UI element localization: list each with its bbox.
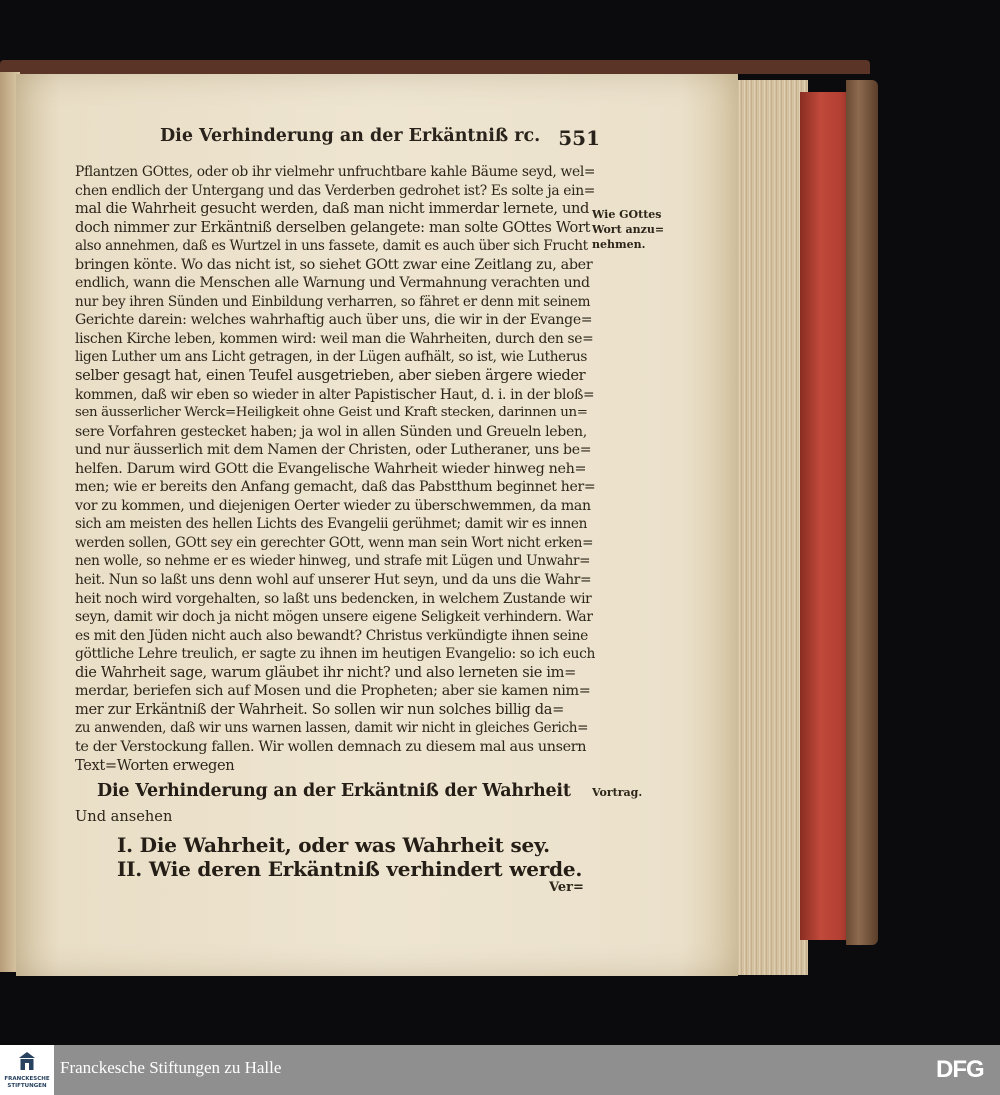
text-line: und nur äusserlich mit dem Namen der Christen, oder Lutheraner, uns be=	[75, 442, 592, 459]
book-cover-top	[0, 60, 870, 74]
text-line: die Wahrheit sage, warum gläubet ihr nicht? und also lerneten sie im=	[75, 663, 576, 681]
margin-note-line: Wort anzu=	[592, 223, 665, 236]
page-number: 551	[558, 126, 600, 150]
text-line: sich am meisten des hellen Lichts des Evangelii gerühmet; damit wir es innen	[75, 516, 588, 533]
section-title: Die Verhinderung an der Erkäntniß der Wahrheit	[97, 781, 571, 801]
text-line: sere Vorfahren gestecket haben; ja wol in allen Sünden und Greueln leben,	[75, 423, 587, 440]
text-line: seyn, damit wir doch ja nicht mögen unsere eigene Seligkeit verhindern. War	[75, 609, 593, 626]
text-line: kommen, daß wir eben so wieder in alter Papistischer Haut, d. i. in der bloß=	[75, 386, 595, 403]
text-line: te der Verstockung fallen. Wir wollen demnach zu diesem mal aus unsern	[75, 738, 587, 755]
body-text	[75, 163, 595, 775]
text-line: also annehmen, daß es Wurtzel in uns fassete, damit es auch über sich Frucht	[75, 238, 588, 255]
text-line: lischen Kirche leben, kommen wird: weil man die Wahrheiten, durch den se=	[75, 330, 594, 347]
margin-note-line: Wie GOttes	[592, 208, 662, 221]
franckesche-logo	[0, 1045, 54, 1095]
text-line: Text=Worten erwegen	[75, 756, 235, 774]
text-line: helfen. Darum wird GOtt die Evangelische Wahrheit wieder hinweg neh=	[75, 460, 587, 477]
text-line: sen äusserlicher Werck=Heiligkeit ohne Geist und Kraft stecken, darinnen un=	[75, 405, 588, 421]
text-line: göttliche Lehre treulich, er sagte zu ihnen im heutigen Evangelio: so ich euch	[75, 646, 596, 663]
text-line: ligen Luther um ans Licht getragen, in der Lügen aufhält, so ist, wie Lutherus	[75, 349, 588, 366]
running-header	[160, 126, 600, 154]
logo-text-line: FRANCKESCHE	[4, 1076, 50, 1082]
margin-note-vortrag: Vortrag.	[592, 786, 643, 799]
text-line: heit. Nun so laßt uns denn wohl auf unserer Hut seyn, und da uns die Wahr=	[75, 572, 592, 589]
dfg-logo[interactable]: DFG	[936, 1056, 984, 1083]
text-line: selber gesagt hat, einen Teufel ausgetrieben, aber sieben ärgere wieder	[75, 367, 586, 385]
text-line: Gerichte darein: welches wahrhaftig auch über uns, die wir in der Evange=	[75, 312, 593, 329]
text-line: heit noch wird vorgehalten, so laßt uns bedencken, in welchem Zustande wir	[75, 590, 592, 607]
text-line: merdar, beriefen sich auf Mosen und die Propheten; aber sie kamen nim=	[75, 683, 591, 700]
text-line: nen wolle, so nehme er es wieder hinweg, und strafe mit Lügen und Unwahr=	[75, 553, 591, 570]
text-line: nur bey ihren Sünden und Einbildung verharren, so fähret er denn mit seinem	[75, 293, 591, 310]
point-one: I. Die Wahrheit, oder was Wahrheit sey.	[117, 833, 550, 857]
text-line: werden sollen, GOtt sey ein gerechter GOtt, wenn man sein Wort nicht erken=	[75, 534, 594, 551]
building-icon	[19, 1052, 35, 1072]
text-line: Pflantzen GOttes, oder ob ihr vielmehr unfruchtbare kahle Bäume seyd, wel=	[75, 164, 596, 180]
logo-text-line: STIFTUNGEN	[7, 1082, 47, 1089]
margin-note-line: nehmen.	[592, 238, 646, 251]
footer-bar	[0, 1045, 1000, 1095]
text-line: bringen könte. Wo das nicht ist, so siehet GOtt zwar eine Zeitlang zu, aber	[75, 256, 593, 273]
und-ansehen: Und ansehen	[75, 808, 173, 825]
catchword: Ver=	[549, 880, 584, 895]
logo-text	[2, 1076, 52, 1089]
institution-link[interactable]: Franckesche Stiftungen zu Halle	[60, 1058, 282, 1077]
margin-note-word	[592, 207, 664, 252]
point-two: II. Wie deren Erkäntniß verhindert werde.	[117, 857, 583, 881]
back-cover	[846, 80, 878, 945]
text-line: doch nimmer zur Erkäntniß derselben gelangete: man solte GOttes Wort	[75, 218, 591, 236]
text-line: mer zur Erkäntniß der Wahrheit. So sollen wir nun solches billig da=	[75, 700, 564, 718]
text-line: chen endlich der Untergang und das Verderben gedrohet ist? Es solte ja ein=	[75, 182, 596, 199]
running-header-title: Die Verhinderung an der Erkäntniß rc.	[160, 126, 541, 146]
text-line: zu anwenden, daß wir uns warnen lassen, damit wir nicht in gleiches Gerich=	[75, 720, 589, 737]
text-line: vor zu kommen, und diejenigen Oerter wieder zu überschwemmen, da man	[75, 497, 591, 514]
page-edges	[728, 80, 808, 975]
text-line: endlich, wann die Menschen alle Warnung und Vermahnung verachten und	[75, 275, 590, 292]
text-line: es mit den Jüden nicht auch also bewandt? Christus verkündigte ihnen seine	[75, 627, 588, 644]
text-line: men; wie er bereits den Anfang gemacht, daß das Pabstthum beginnet her=	[75, 479, 596, 496]
text-line: mal die Wahrheit gesucht werden, daß man nicht immerdar lernete, und	[75, 200, 590, 218]
